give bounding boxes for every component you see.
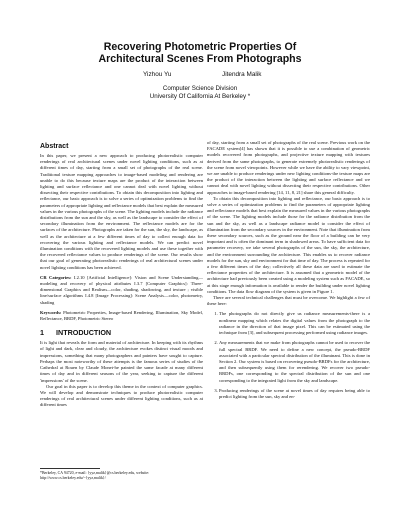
title-line-1: Recovering Photometric Properties Of xyxy=(103,41,297,53)
list-item: 2. Any measurements that we make from photographs cannot be used to recover the full spectral BRDF. We need to define a new concept, the pseudo-BRDF associated with a particular spectral distribution of the illuminant. This is done in Section 2. Our system is based on recovering pseudo-BRDFs for the architecture, and then subsequently using them for rerendering. We recover two pseudo-BRDFs, one corresponding to the spectral distribution of the sun and one corresponding to the integrated light from the sky and landscape. xyxy=(219,340,370,383)
keywords xyxy=(40,310,203,322)
author-2: Jitendra Malik xyxy=(222,71,262,78)
abstract-text: In this paper, we present a new approach to producing photorealistic computer renderings of real architectural scenes under novel lighting conditions, such as at different times of day, starting from a small set of photographs of the real scene. Traditional texture mapping approaches to image-based modeling and rendering are unable to do this because texture maps are the product of the interaction between lighting and surface reflectance and one cannot deal with novel lighting without dissecting their respective contributions. To obtain this decomposition into lighting and reflectance, our basic approach is to solve a series of optimization problems to find the parameters of appropriate lighting and reflectance models that best explain the measured values in the various photographs of the scene. The lighting models include the radiance distributions from the sun and the sky, as well as the landscape to consider the effect of secondary illumination from the environment. The reflectance models are for the surfaces of the architecture. Photographs are taken for the sun, the sky, the landscape, as well as the architecture at a few different times of day to collect enough data for recovering the various lighting and reflectance models. We can predict novel illumination conditions with the recovered lighting models and use these together with the recovered reflectance values to produce renderings of the scene. Our results show that our goal of generating photorealistic renderings of real architectural scenes under novel lighting conditions has been achieved. xyxy=(40,153,203,270)
footnote xyxy=(40,468,203,481)
list-item: 1. The photographs do not directly give us radiance measurements-there is a nonlinear mapping which relates the digital values from the photograph to the radiance in the direction of that image pixel. This can be estimated using the technique from [3], and subsequent processing performed using radiance images. xyxy=(219,311,370,336)
list-item: 3. Producing renderings of the scene at novel times of day requires being able to predict lighting from the sun, sky and en- xyxy=(219,388,370,400)
intro-paragraph-2: Our goal in this paper is to develop this theme in the context of computer graphics. We will develop and demonstrate techniques to produce photorealistic computer renderings of real architectural scenes under different lighting conditions, such as at different times xyxy=(40,383,203,408)
right-column xyxy=(207,140,370,404)
cr-categories xyxy=(40,275,203,306)
section-title: INTRODUCTION xyxy=(56,328,112,338)
left-column xyxy=(40,142,203,409)
keywords-text: Photometric Properties, Image-based Rendering, Illumination, Sky Model, Reflectance, BRDF, Photometric Stereo xyxy=(40,309,203,322)
section-number: 1 xyxy=(40,328,44,338)
cr-text: I.2.10 [Artificial Intelligence]: Vision and Scene Understanding—modeling and recovery of physical attributes I.3.7 [Computer Graphics]: Three-dimensional Graphics and Realism—color, shading, shadowing, and texture ; visible line/surface algorithms I.4.8 [Image Processing]: Scene Analysis—color, photometry, shading xyxy=(40,274,203,305)
affiliation-line-1: Computer Science Division xyxy=(162,85,238,92)
challenge-list xyxy=(207,311,370,400)
author-1: Yizhou Yu xyxy=(143,71,172,78)
intro-paragraph-1: It is light that reveals the form and material of architecture. In keeping with its rhythms of light and dark, clear and cloudy, the architecture evokes distinct visual moods and impressions, something that many photographers and painters have sought to capture. Perhaps the most noteworthy of these attempts is the famous series of studies of the Cathedral at Rouen by Claude Monet-he painted the same facade at many different times of day and in different seasons of the year, seeking to capture the different 'impressions' of the scene. xyxy=(40,340,203,383)
right-paragraph-3: There are several technical challenges that must be overcome. We highlight a few of these here: xyxy=(207,295,370,307)
affiliation xyxy=(0,85,400,100)
affiliation-line-2: University Of California At Berkeley * xyxy=(149,92,251,100)
footnote-line-1: *Berkeley, CA 94720, e-mail: {yyz,malik}@cs.berkeley.edu, website: xyxy=(40,471,150,475)
keywords-label: Keywords: xyxy=(40,309,62,315)
title-line-2: Architectural Scenes From Photographs xyxy=(98,53,302,65)
paper-title xyxy=(40,41,360,65)
footnote-rule xyxy=(40,468,100,469)
section-heading-introduction xyxy=(40,328,203,337)
cr-label: CR Categories: xyxy=(40,274,72,280)
right-paragraph-2: To obtain this decomposition into lighting and reflectance, our basic approach is to solve a series of optimization problems to find the parameters of appropriate lighting and reflectance models that best explain the measured values in the various photographs of the scene. The lighting models include those for the radiance distribution from the sun and the sky, as well as a landscape radiance model to consider the effect of illumination from the secondary sources in the environment. Note that illumination from these secondary sources, such as the ground near the floor of a building can be very important and is often the dominant term in shadowed areas. To have sufficient data for parameter recovery, we take several photographs of the sun, the sky, the architecture, and the environment surrounding the architecture. This enables us to recover radiance models for the sun, sky and environment for that time of day. The process is repeated for a few different times of the day; collectively all these data are used to estimate the reflectance properties of the architecture. It is assumed that a geometric model of the architecture had previously been created using a modeling system such as FACADE, so at this stage enough information is available to render the building under novel lighting conditions. The data flow diagram of the system is given in Figure 1. xyxy=(207,195,370,294)
right-paragraph-1: of day, starting from a small set of photographs of the real scene. Previous work on the FACADE system[4] has shown that it is possible to use a combination of geometric models recovered from photographs, and projective texture mapping with textures derived from the same photographs, to generate extremely photorealistic renderings of the scene from novel viewpoints. However while we have the ability to vary viewpoint, we are unable to produce renderings under new lighting conditions-the texture maps are the product of the interaction between the lighting and surface reflectance and we cannot deal with novel lighting without dissecting their respective contributions. Other approaches to image-based rendering [14, 11, 8, 21] share this general difficulty. xyxy=(207,140,370,195)
footnote-line-2: http://www.cs.berkeley.edu/~{yyz,malik}/ xyxy=(40,476,106,480)
abstract-heading: Abstract xyxy=(40,143,69,150)
